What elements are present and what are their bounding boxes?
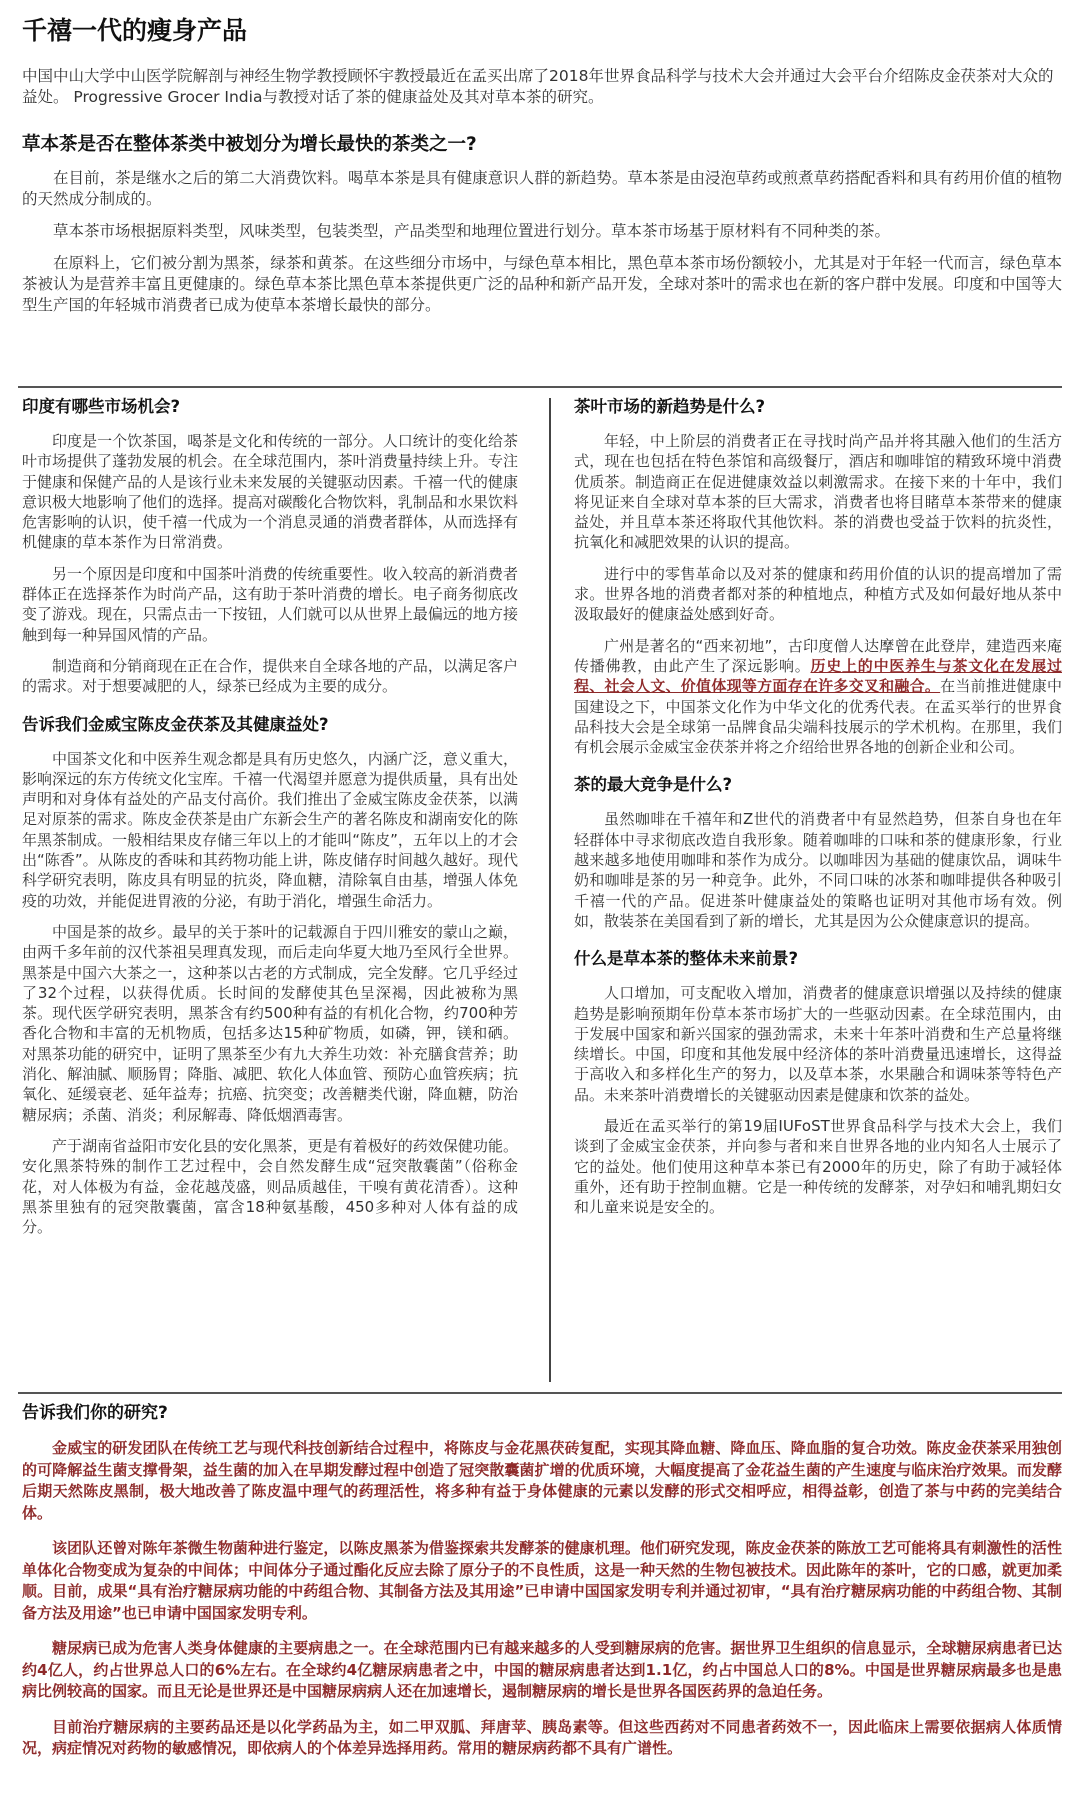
paragraph: 中国茶文化和中医养生观念都是具有历史悠久，内涵广泛，意义重大，影响深远的东方传统文化宝库。千禧一代渴望并愿意为提供质量，具有出处声明和对身体有益处的产品支付高价。我们推出了金威宝陈皮金茯茶，以满足对原茶的需求。陈皮金茯茶是由广东新会生产的著名陈皮和湖南安化的陈年黑茶制成。一般相结果皮存储三年以上的才能叫“陈皮”，五年以上的才会出“陈香”。从陈皮的香味和其药物功能上讲，陈皮储存时间越久越好。现代科学研究表明，陈皮具有明显的抗炎，降血糖，清除氧自由基，增强人体免疫的功效，并能促进胃液的分泌，有助于消化，增强生命活力。 [22, 749, 518, 910]
section-heading-product-benefits: 告诉我们金威宝陈皮金茯茶及其健康益处? [22, 714, 329, 734]
section-heading-future-outlook: 什么是草本茶的整体未来前景? [574, 949, 799, 969]
text-span: 广州是著名的“西来初地”，古印度僧人达摩曾在此登岸，建造西来庵传播佛教，由此产生了深远影响。 [574, 636, 1062, 675]
paragraph: 目前治疗糖尿病的主要药品还是以化学药品为主，如二甲双胍、拜唐苹、胰岛素等。但这些西药对不同患者药效不一，因此临床上需要依据病人体质情况，病症情况对药物的敏感情况，即依病人的个体差异选择用药。常用的糖尿病药都不具有广谱性。 [22, 1717, 1062, 1757]
article-title: 千禧一代的瘦身产品 [22, 16, 248, 45]
paragraph: 最近在孟买举行的第19届IUFoST世界食品科学与技术大会上，我们谈到了金威宝金茯茶，并向参与者和来自世界各地的业内知名人士展示了它的益处。他们使用这种草本茶已有2000年的历史，除了有助于减轻体重外，还有助于控制血糖。它是一种传统的发酵茶，对孕妇和哺乳期妇女和儿童来说是安全的。 [574, 1117, 1062, 1217]
paragraph: 人口增加，可支配收入增加，消费者的健康意识增强以及持续的健康趋势是影响预期年份草本茶市场扩大的一些驱动因素。在全球范围内，由于发展中国家和新兴国家的强劲需求，未来十年茶叶消费和生产总量将继续增长。中国，印度和其他发展中经济体的茶叶消费量迅速增长，这得益于高收入和多样化生产的努力，以及草本茶，水果融合和调味茶等特色产品。未来茶叶消费增长的关键驱动因素是健康和饮茶的益处。 [574, 984, 1062, 1104]
section-heading-research: 告诉我们你的研究? [22, 1403, 168, 1423]
paragraph: 另一个原因是印度和中国茶叶消费的传统重要性。收入较高的新消费者群体正在选择茶作为时尚产品，这有助于茶叶消费的增长。电子商务彻底改变了游戏。现在，只需点击一下按钮，人们就可以从世界上最偏远的地方接触到每一种异国风情的产品。 [22, 564, 518, 644]
paragraph: 在目前，茶是继水之后的第二大消费饮料。喝草本茶是具有健康意识人群的新趋势。草本茶是由浸泡草药或煎煮草药搭配香料和具有药用价值的植物的天然成分制成的。 [22, 169, 1062, 208]
article-intro: 中国中山大学中山医学院解剖与神经生物学教授顾怀宇教授最近在孟买出席了2018年世界食品科学与技术大会并通过大会平台介绍陈皮金茯茶对大众的益处。 Progressive Grocer India与教授对话了茶的健康益处及其对草本茶的研究。 [22, 67, 1054, 106]
section-divider-bottom [18, 1392, 1062, 1394]
paragraph: 进行中的零售革命以及对茶的健康和药用价值的认识的提高增加了需求。世界各地的消费者都对茶的种植地点，种植方式及如何最好地从茶中汲取最好的健康益处感到好奇。 [574, 564, 1062, 624]
right-column [574, 395, 1062, 1229]
highlighted-text: 历史上的中医养生与茶文化在发展过程、社会人文、价值体现等方面存在许多交叉和融合。 [574, 656, 1062, 696]
column-divider [549, 398, 551, 1382]
paragraph: 在原料上，它们被分割为黑茶，绿茶和黄茶。在这些细分市场中，与绿色草本相比，黑色草本茶市场份额较小，尤其是对于年轻一代而言，绿色草本茶被认为是营养丰富且更健康的。绿色草本茶比黑色草本茶提供更广泛的品种和新产品开发，全球对茶叶的需求也在新的客户群中发展。印度和中国等大型生产国的年轻城市消费者已成为使草本茶增长最快的部分。 [22, 254, 1062, 314]
text-span: 在当前推进健康中国建设之下，中国茶文化作为中华文化的优秀代表。在孟买举行的世界食品科技大会是全球第一品牌食品尖端科技展示的学术机构。在那里，我们有机会展示金威宝金茯茶并将之介绍给世界各地的创新企业和公司。 [574, 677, 1062, 757]
paragraph-with-highlight [574, 636, 1062, 758]
paragraph: 年轻，中上阶层的消费者正在寻找时尚产品并将其融入他们的生活方式，现在也包括在特色茶馆和高级餐厅，酒店和咖啡馆的精致环境中消费优质茶。制造商正在促进健康效益以刺激需求。在接下来的十年中，我们将见证来自全球对草本茶的巨大需求，消费者也将目睹草本茶带来的健康益处，并且草本茶还将取代其他饮料。茶的消费也受益于饮料的抗炎性，抗氧化和减肥效果的认识的提高。 [574, 432, 1062, 552]
section-divider-top [18, 386, 1062, 388]
paragraph: 糖尿病已成为危害人类身体健康的主要病患之一。在全球范围内已有越来越多的人受到糖尿病的危害。据世界卫生组织的信息显示，全球糖尿病患者已达约4亿人，约占世界总人口的6%左右。在全球约4亿糖尿病患者之中，中国的糖尿病患者达到1.1亿，约占中国总人口的8%。中国是世界糖尿病最多也是患病比例较高的国家。而且无论是世界还是中国糖尿病病人还在加速增长，遏制糖尿病的增长是世界各国医药界的急迫任务。 [22, 1639, 1062, 1700]
paragraph: 产于湖南省益阳市安化县的安化黑茶，更是有着极好的药效保健功能。安化黑茶特殊的制作工艺过程中，会自然发酵生成“冠突散囊菌”（俗称金花，对人体极为有益，金花越茂盛，则品质越佳，干嗅有黄花清香）。这种黑茶里独有的冠突散囊菌，富含18种氨基酸，450多种对人体有益的成分。 [22, 1136, 518, 1237]
paragraph: 虽然咖啡在千禧年和Z世代的消费者中有显然趋势，但茶自身也在年轻群体中寻求彻底改造自我形象。随着咖啡的口味和茶的健康形象，行业越来越多地使用咖啡和茶作为成分。以咖啡因为基础的健康饮品，调味牛奶和咖啡是茶的另一种竞争。此外，不同口味的冰茶和咖啡提供各种吸引千禧一代的产品。促进茶叶健康益处的策略也证明对其他市场有效。例如，散装茶在美国看到了新的增长，尤其是因为公众健康意识的提高。 [574, 810, 1062, 930]
paragraph: 制造商和分销商现在正在合作，提供来自全球各地的产品，以满足客户的需求。对于想要减肥的人，绿茶已经成为主要的成分。 [22, 656, 518, 696]
paragraph: 该团队还曾对陈年茶微生物菌种进行鉴定，以陈皮黑茶为借鉴探索共发酵茶的健康机理。他们研究发现，陈皮金茯茶的陈放工艺可能将具有刺激性的活性单体化合物变成为复杂的中间体；中间体分子通过酯化反应去除了原分子的不良性质，这是一种天然的生物包被技术。因此陈年的茶叶，它的口感，就更加柔顺。目前，成果“具有治疗糖尿病功能的中药组合物、其制备方法及其用途”已申请中国国家发明专利并通过初审，“具有治疗糖尿病功能的中药组合物、其制备方法及用途”也已申请中国国家发明专利。 [22, 1539, 1062, 1622]
top-section-heading: 草本茶是否在整体茶类中被划分为增长最快的茶类之一? [22, 134, 477, 155]
paragraph: 中国是茶的故乡。最早的关于茶叶的记载源自于四川雅安的蒙山之巅，由两千多年前的汉代茶祖吴理真发现，而后走向华夏大地乃至风行全世界。黑茶是中国六大茶之一，这种茶以古老的方式制成，完全发酵。它几乎经过了32个过程，以获得优质。长时间的发酵使其色呈深褐，因此被称为黑茶。现代医学研究表明，黑茶含有约500种有益的有机化合物，约700种芳香化合物和丰富的无机物质，包括多达15种矿物质，如磷，钾，镁和硒。对黑茶功能的研究中，证明了黑茶至少有九大养生功效：补充膳食营养；助消化、解油腻、顺肠胃；降脂、减肥、软化人体血管、预防心血管疾病；抗氧化、延缓衰老、延年益寿；抗癌、抗突变；改善糖类代谢，降血糖，防治糖尿病；杀菌、消炎；利尿解毒、降低烟酒毒害。 [22, 922, 518, 1124]
top-section-body [22, 168, 1062, 327]
paragraph: 金威宝的研发团队在传统工艺与现代科技创新结合过程中，将陈皮与金花黑茯砖复配，实现其降血糖、降血压、降血脂的复合功效。陈皮金茯茶采用独创的可降解益生菌支撑骨架，益生菌的加入在早期发酵过程中创造了冠突散囊菌扩增的优质环境，大幅度提高了金花益生菌的产生速度与临床治疗效果。而发酵后期天然陈皮黑制，极大地改善了陈皮温中理气的药理活性，将多种有益于身体健康的元素以发酵的形式交相呼应，相得益彰，创造了茶与中药的完美结合体。 [22, 1439, 1062, 1522]
paragraph: 印度是一个饮茶国，喝茶是文化和传统的一部分。人口统计的变化给茶叶市场提供了蓬勃发展的机会。在全球范围内，茶叶消费量持续上升。专注于健康和保健产品的人是该行业未来发展的关键驱动因素。千禧一代的健康意识极大地影响了他们的选择。提高对碳酸化合物饮料，乳制品和水果饮料危害影响的认识，使千禧一代成为一个消息灵通的消费者群体，从而选择有机健康的草本茶作为日常消费。 [22, 432, 518, 552]
section-heading-new-trends: 茶叶市场的新趋势是什么? [574, 397, 766, 416]
left-column [22, 395, 518, 1248]
paragraph: 草本茶市场根据原料类型，风味类型，包装类型，产品类型和地理位置进行划分。草本茶市场基于原材料有不同种类的茶。 [53, 222, 891, 240]
research-section [22, 1400, 1062, 1774]
section-heading-india-market: 印度有哪些市场机会? [22, 397, 181, 416]
section-heading-competition: 茶的最大竞争是什么? [574, 775, 733, 795]
